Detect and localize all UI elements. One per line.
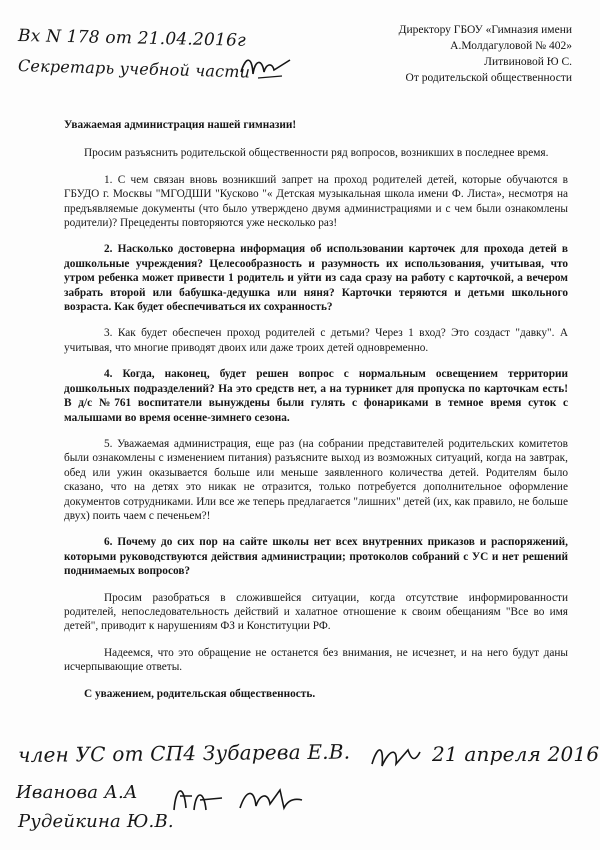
question-5: 5. Уважаемая администрация, еще раз (на собрании представителей родительских комитетов были ознакомлены с изменением питания) разъясните выход из возможных ситуаций, когда на завтрак, обед или ужин оказывается больше или меньше заявленного количества детей. Родителям было сказано, что на детях это никак не отразится, только потребуется дополнительное оформление документов сотрудниками. Или все же теперь предлагается "лишних" детей (их, как правило, не больше двух) поить чаем с печеньем?! <box>64 437 568 522</box>
letter-intro: Просим разъяснить родительской общественности ряд вопросов, возникших в последнее время. <box>84 147 549 160</box>
signer-2-signature-flourish <box>236 782 306 820</box>
question-1: 1. С чем связан вновь возникший запрет на проход родителей детей, которые обучаются в ГБУДО г. Москвы "МГОДШИ "Кусково "« Детская музыкальная школа имени Ф. Листа», несмотря на предъявляемые документы (что было утверждено двумя администрациями и с чем были ознакомлены родители)? Прецеденты повторяются уже несколько раз! <box>64 173 568 230</box>
question-2: 2. Насколько достоверна информация об использовании карточек для прохода детей в дошкольные учреждения? Целесообразность и разумность их использования, учитывая, что утром ребенка может привести 1 родитель и уйти из сада сразу на работу с карточкой, а вечером забрать второй или бабушка-дедушка или няня? Карточки теряются и детьми школьного возраста. Как будет обеспечиваться их сохранность? <box>64 243 568 314</box>
question-3: 3. Как будет обеспечен проход родителей с детьми? Через 1 вход? Это создаст "давку". А учитывая, что многие приводят двоих или даже троих детей одновременно. <box>64 327 568 354</box>
addressee-line-4: От родительской общественности <box>405 72 572 84</box>
question-6: 6. Почему до сих пор на сайте школы нет всех внутренних приказов и распоряжений, которыми руководствуются действия администрации; протоколов собраний с УС и нет решений поднимаемых вопросов? <box>64 536 568 578</box>
question-4: 4. Когда, наконец, будет решен вопрос с нормальным освещением территории дошкольных подразделений? На это средств нет, а на турникет для пропуска по карточкам есть! В д/с №761 воспитатели вынуждены были гулять с фонариками в темное время суток с малышами во время осенне-зимнего сезона. <box>64 368 568 424</box>
letter-closing: С уважением, родительская общественность. <box>84 687 316 700</box>
letter-hope: Надеемся, что это обращение не останется без внимания, не исчезнет, и на него будут даны исчерпывающие ответы. <box>64 646 568 674</box>
addressee-line-3: Литвиновой Ю С. <box>484 56 572 68</box>
handwritten-signer-2: Иванова А.А <box>16 782 138 803</box>
letter-request: Просим разобраться в сложившейся ситуации, когда отсутствие информированности родителей, непоследовательность действий и халатное отношение к своим обещаниям "Все во имя детей", приводит к нарушениям ФЗ и Конституции РФ. <box>64 591 568 633</box>
handwritten-signer-3: Рудейкина Ю.В. <box>18 811 174 832</box>
member-signature <box>368 740 424 774</box>
handwritten-member-line: член УС от СП4 Зубарева Е.В. <box>17 739 351 767</box>
signer-2-signature <box>168 780 230 820</box>
addressee-line-2: А.Молдагуловой № 402» <box>450 40 572 52</box>
letter-greeting: Уважаемая администрация нашей гимназии! <box>64 119 297 131</box>
secretary-signature <box>238 50 298 84</box>
handwritten-secretary-note: Секретарь учебной части <box>17 56 251 82</box>
handwritten-registration-number: Вх N 178 от 21.04.2016г <box>17 26 247 51</box>
addressee-line-1: Директору ГБОУ «Гимназия имени <box>398 24 572 36</box>
addressee-block <box>332 22 572 86</box>
letter-body <box>64 118 568 713</box>
handwritten-date: 21 апреля 2016 <box>432 742 600 766</box>
